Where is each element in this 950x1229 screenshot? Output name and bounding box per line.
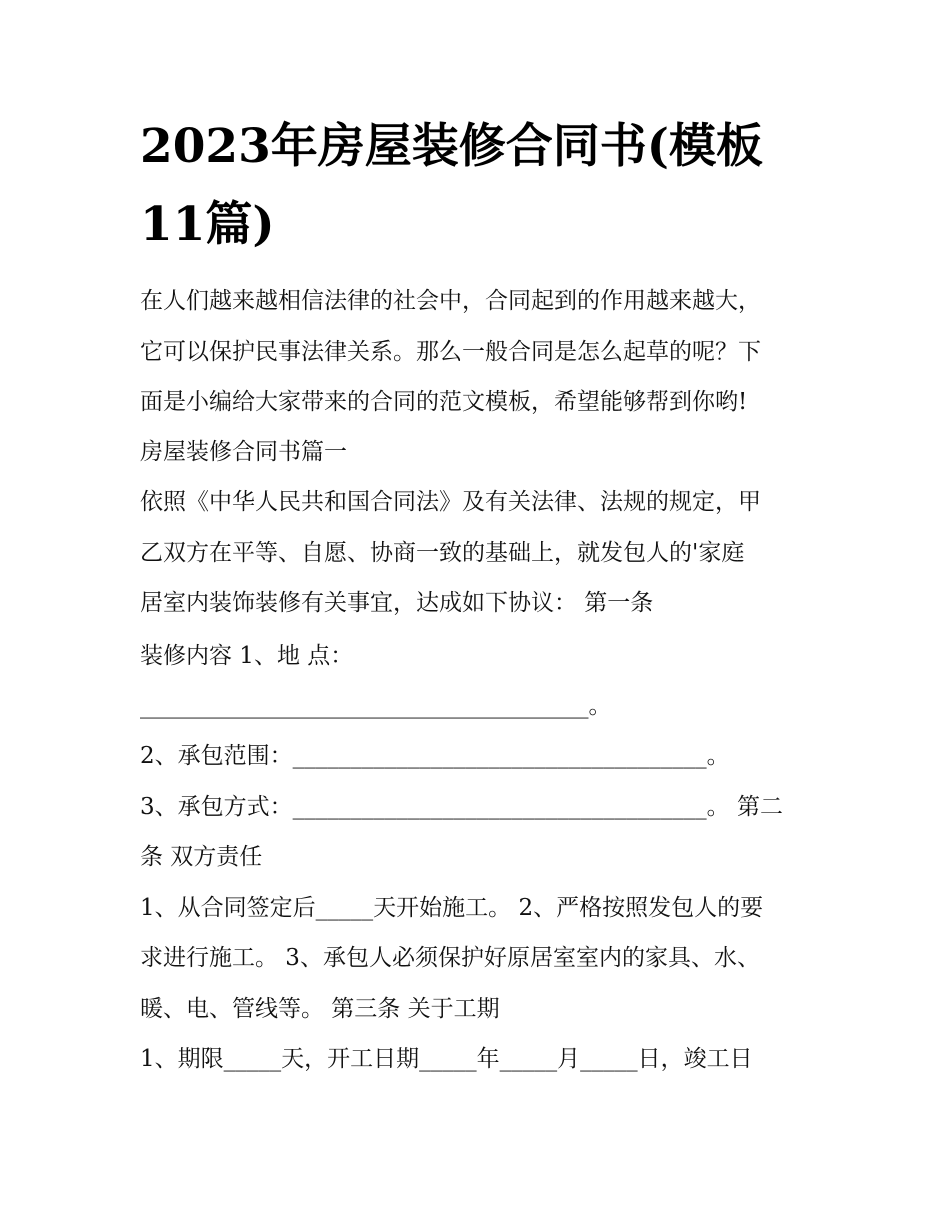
body-line-7: 居室内装饰装修有关事宜，达成如下协议： 第一条 <box>140 590 654 616</box>
body-line-10: 2、承包范围：____________________________________。 <box>140 743 730 769</box>
body-line-13: 1、从合同签定后_____天开始施工。 2、严格按照发包人的要 <box>140 895 764 921</box>
body-line-11: 3、承包方式：____________________________________。 第二 <box>140 794 783 820</box>
body-line-12: 条 双方责任 <box>140 844 263 870</box>
title-line-2: 11篇) <box>140 197 275 252</box>
body-line-14: 求进行施工。 3、承包人必须保护好原居室室内的家具、水、 <box>140 945 760 971</box>
title-line-1: 2023年房屋装修合同书(模板 <box>140 119 764 174</box>
body-line-8: 装修内容 1、地 点： <box>140 643 354 669</box>
body-line-6: 乙双方在平等、自愿、协商一致的基础上，就发包人的'家庭 <box>140 540 745 566</box>
body-line-9: _______________________________________。 <box>140 693 612 719</box>
body-line-5: 依照《中华人民共和国合同法》及有关法律、法规的规定，甲 <box>140 489 761 515</box>
body-line-16: 1、期限_____天，开工日期_____年_____月_____日，竣工日 <box>140 1046 753 1072</box>
section-heading-1: 房屋装修合同书篇一 <box>140 439 347 465</box>
body-line-1: 在人们越来越相信法律的社会中，合同起到的作用越来越大， <box>140 288 761 314</box>
body-line-2: 它可以保护民事法律关系。那么一般合同是怎么起草的呢？下 <box>140 339 761 365</box>
document-title <box>140 108 840 264</box>
body-line-3: 面是小编给大家带来的合同的范文模板，希望能够帮到你哟! <box>140 389 748 415</box>
body-line-15: 暖、电、管线等。 第三条 关于工期 <box>140 996 500 1022</box>
